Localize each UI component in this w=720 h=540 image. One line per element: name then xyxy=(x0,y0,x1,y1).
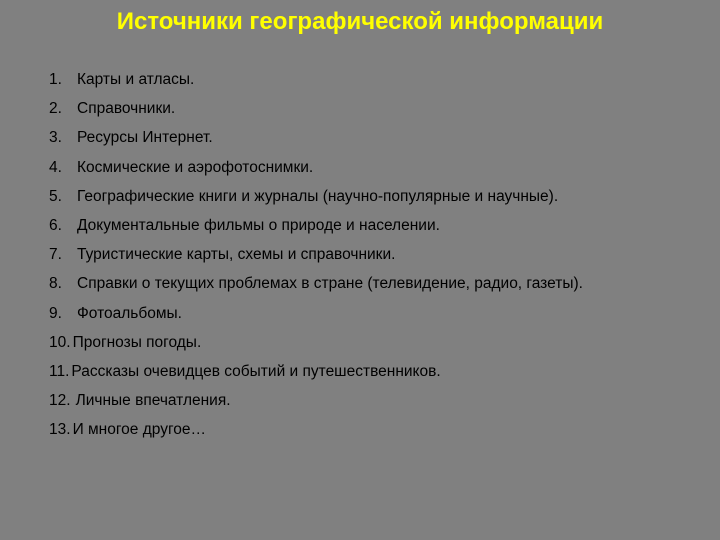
list-item-text: Документальные фильмы о природе и населении. xyxy=(77,216,440,234)
list-item-text: Справки о текущих проблемах в стране (телевидение, радио, газеты). xyxy=(77,275,583,293)
list-item xyxy=(49,304,709,333)
list-item-number: 7. xyxy=(49,246,62,264)
list-item xyxy=(49,333,709,362)
list-item xyxy=(49,187,709,216)
list-item-text: Географические книги и журналы (научно-популярные и научные). xyxy=(77,187,559,205)
list-item xyxy=(49,245,709,274)
list-item-number: 4. xyxy=(49,158,62,176)
list-item-text: Карты и атласы. xyxy=(77,71,195,88)
list-item-text: Рассказы очевидцев событий и путешественников. xyxy=(71,362,441,380)
list-item-number: 1. xyxy=(49,71,62,88)
list-item-text: Справочники. xyxy=(77,100,176,118)
list-item-number: 11. xyxy=(49,362,70,380)
list-item-text: Личные впечатления. xyxy=(75,392,231,410)
list-item xyxy=(49,362,709,391)
list-item xyxy=(49,274,709,303)
list-item xyxy=(49,70,709,99)
list-item-number: 10. xyxy=(49,333,71,351)
list-item-number: 13. xyxy=(49,421,71,439)
list-item-number: 2. xyxy=(49,100,62,118)
sources-list xyxy=(49,70,709,449)
list-item xyxy=(49,420,709,449)
slide-title: Источники географической информации xyxy=(116,8,604,35)
list-item xyxy=(49,99,709,128)
list-item-number: 6. xyxy=(49,216,62,234)
list-item xyxy=(49,216,709,245)
list-item-text: Ресурсы Интернет. xyxy=(77,129,213,147)
list-item-text: Прогнозы погоды. xyxy=(72,333,202,351)
list-item-number: 8. xyxy=(49,275,62,293)
list-item-text: Туристические карты, схемы и справочники. xyxy=(77,246,396,264)
list-item-number: 9. xyxy=(49,304,62,322)
list-item-text: Космические и аэрофотоснимки. xyxy=(77,158,314,176)
list-item-text: Фотоальбомы. xyxy=(77,304,182,322)
list-item-number: 5. xyxy=(49,187,62,205)
list-item-number: 3. xyxy=(49,129,62,147)
list-item xyxy=(49,158,709,187)
list-item xyxy=(49,391,709,420)
list-item-text: И многое другое… xyxy=(72,421,207,439)
list-item xyxy=(49,128,709,157)
list-item-number: 12. xyxy=(49,392,71,410)
